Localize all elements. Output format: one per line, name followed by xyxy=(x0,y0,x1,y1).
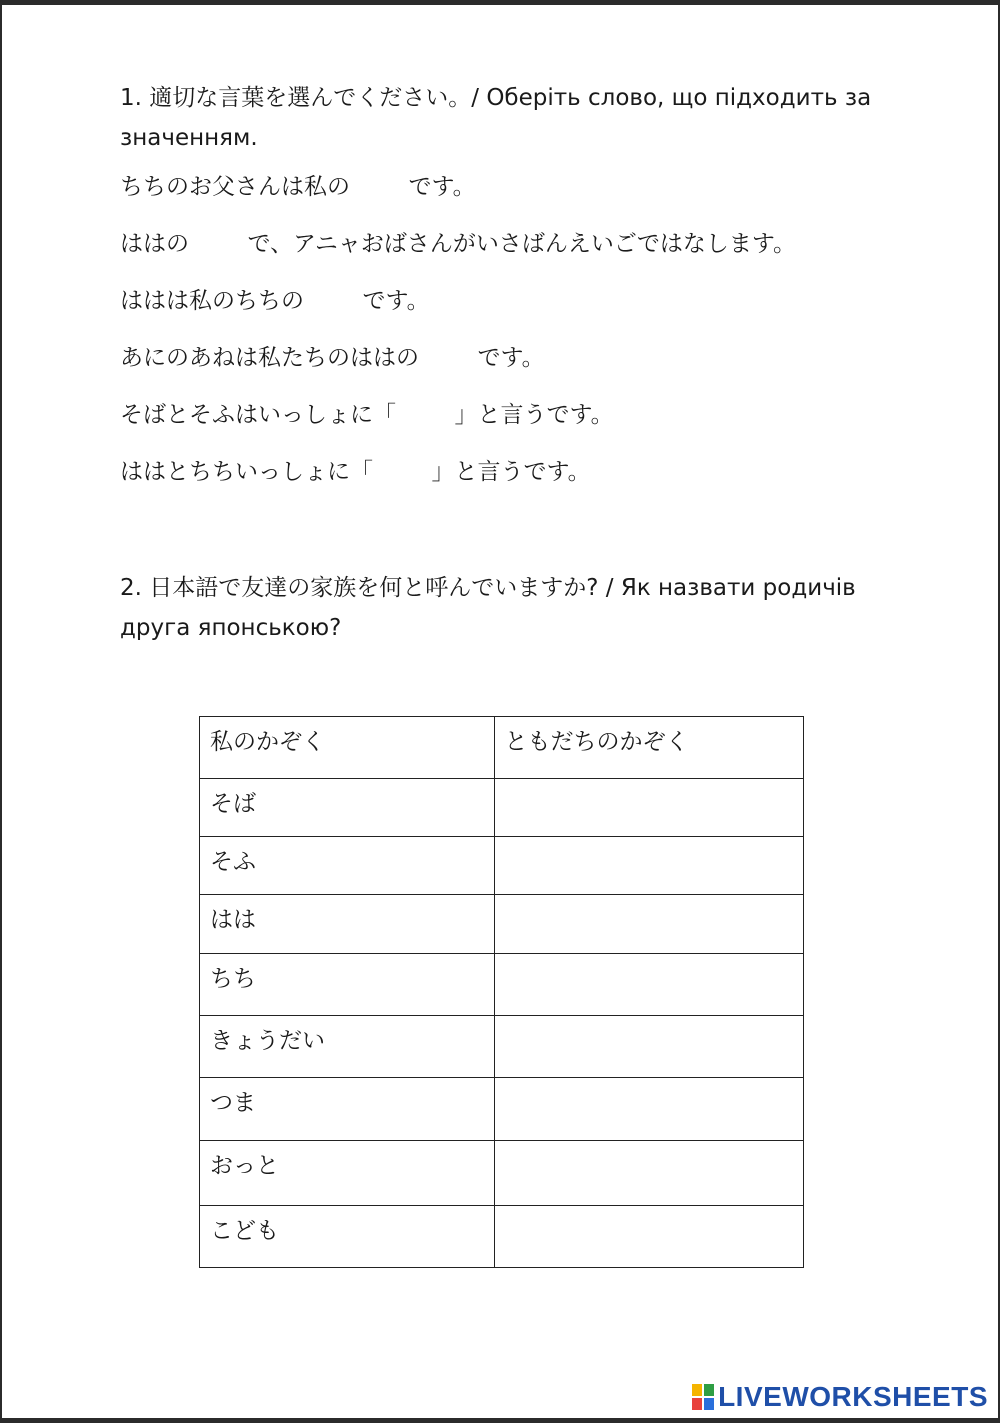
my-family-term: そば xyxy=(200,779,495,837)
answer-cell[interactable] xyxy=(494,1078,804,1141)
fill-in-sentence-1: ちちのお父さんは私の です。 xyxy=(120,174,476,200)
table-row xyxy=(200,779,804,837)
question-1-heading: 1. 適切な言葉を選んでください。/ Оберіть слово, що підходить за значенням. xyxy=(120,85,872,151)
fill-in-sentence-6: ははとちちいっしょに「 」と言うです。 xyxy=(120,459,591,485)
answer-cell[interactable] xyxy=(494,779,804,837)
table-row xyxy=(200,1141,804,1206)
fill-in-sentence-2: ははの で、アニャおばさんがいさばんえいごではなします。 xyxy=(120,231,797,257)
watermark-text: LIVEWORKSHEETS xyxy=(718,1381,988,1412)
liveworksheets-logo-icon xyxy=(692,1384,714,1410)
answer-cell[interactable] xyxy=(494,1206,804,1268)
header-friends-family: ともだちのかぞく xyxy=(494,717,804,779)
fill-in-sentence-3: ははは私のちちの です。 xyxy=(120,288,430,314)
answer-cell[interactable] xyxy=(494,837,804,895)
my-family-term: はは xyxy=(200,895,495,954)
my-family-term: おっと xyxy=(200,1141,495,1206)
family-terms-table xyxy=(199,716,804,1268)
my-family-term: こども xyxy=(200,1206,495,1268)
answer-cell[interactable] xyxy=(494,895,804,954)
table-header-row xyxy=(200,717,804,779)
answer-cell[interactable] xyxy=(494,1016,804,1078)
table-row xyxy=(200,1206,804,1268)
table-row xyxy=(200,895,804,954)
question-2-heading: 2. 日本語で友達の家族を何と呼んでいますか? / Як назвати родичів друга японською? xyxy=(120,575,856,641)
my-family-term: きょうだい xyxy=(200,1016,495,1078)
table-row xyxy=(200,1016,804,1078)
answer-cell[interactable] xyxy=(494,954,804,1016)
answer-cell[interactable] xyxy=(494,1141,804,1206)
table-row xyxy=(200,954,804,1016)
table-row xyxy=(200,1078,804,1141)
my-family-term: ちち xyxy=(200,954,495,1016)
table-row xyxy=(200,837,804,895)
fill-in-sentence-4: あにのあねは私たちのははの です。 xyxy=(120,345,545,371)
my-family-term: つま xyxy=(200,1078,495,1141)
header-my-family: 私のかぞく xyxy=(200,717,495,779)
fill-in-sentence-5: そばとそふはいっしょに「 」と言うです。 xyxy=(120,402,614,428)
liveworksheets-watermark xyxy=(692,1381,988,1413)
my-family-term: そふ xyxy=(200,837,495,895)
